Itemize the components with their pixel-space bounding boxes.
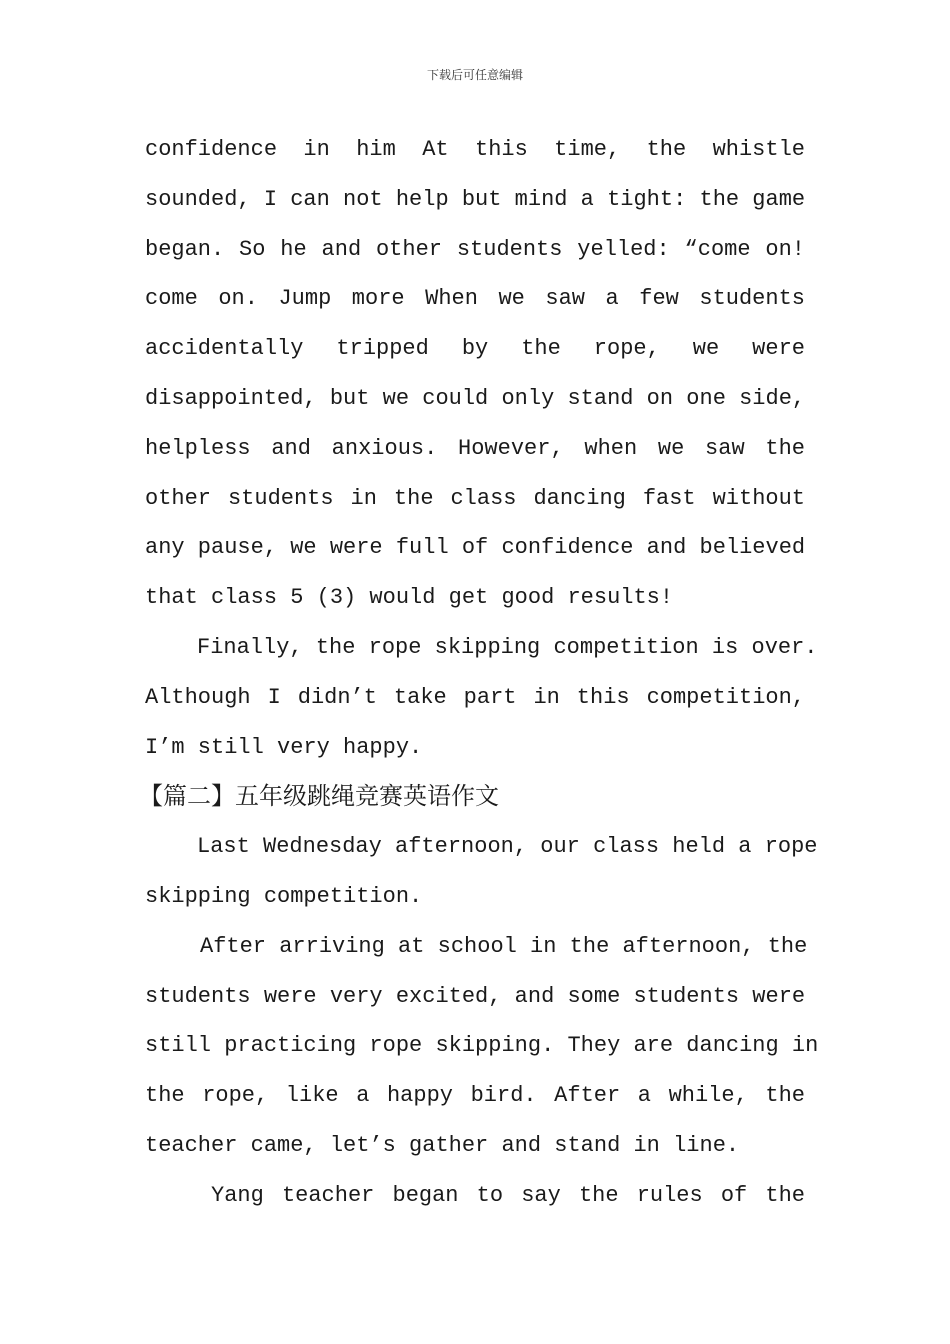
text-line: any pause, we were full of confidence and believed	[145, 535, 806, 561]
text-line: other students in the class dancing fast without	[145, 485, 805, 511]
text-line: students were very excited, and some students were	[145, 983, 806, 1009]
text-line: teacher came, let’s gather and stand in line.	[145, 1132, 740, 1158]
text-line: helpless and anxious. However, when we saw the	[145, 435, 805, 461]
document-body	[139, 125, 819, 1221]
page-header: 下载后可任意编辑	[426, 68, 523, 82]
text-line: began. So he and other students yelled: “come on!	[145, 236, 805, 262]
paragraph-first-line: Last Wednesday afternoon, our class held a rope	[197, 834, 818, 860]
text-line: still practicing rope skipping. They are dancing in	[145, 1033, 819, 1059]
text-line: I’m still very happy.	[145, 734, 423, 760]
text-line: the rope, like a happy bird. After a while, the	[145, 1083, 805, 1109]
text-line: that class 5 (3) would get good results!	[145, 585, 674, 611]
text-line: confidence in him At this time, the whistle	[145, 137, 805, 162]
text-line: accidentally tripped by the rope, we were	[145, 336, 805, 362]
text-line: Although I didn’t take part in this competition,	[145, 684, 805, 710]
text-line: skipping competition.	[145, 883, 423, 909]
text-line: sounded, I can not help but mind a tight: the game	[145, 186, 806, 212]
paragraph-first-line: Finally, the rope skipping competition is over.	[197, 634, 818, 660]
text-line: come on. Jump more When we saw a few students	[145, 286, 805, 312]
paragraph-first-line: After arriving at school in the afternoon, the	[200, 933, 808, 959]
paragraph-first-line: Yang teacher began to say the rules of the	[211, 1182, 805, 1208]
section-heading: 【篇二】五年级跳绳竞赛英语作文	[139, 782, 499, 811]
text-line: disappointed, but we could only stand on one side,	[145, 385, 806, 411]
